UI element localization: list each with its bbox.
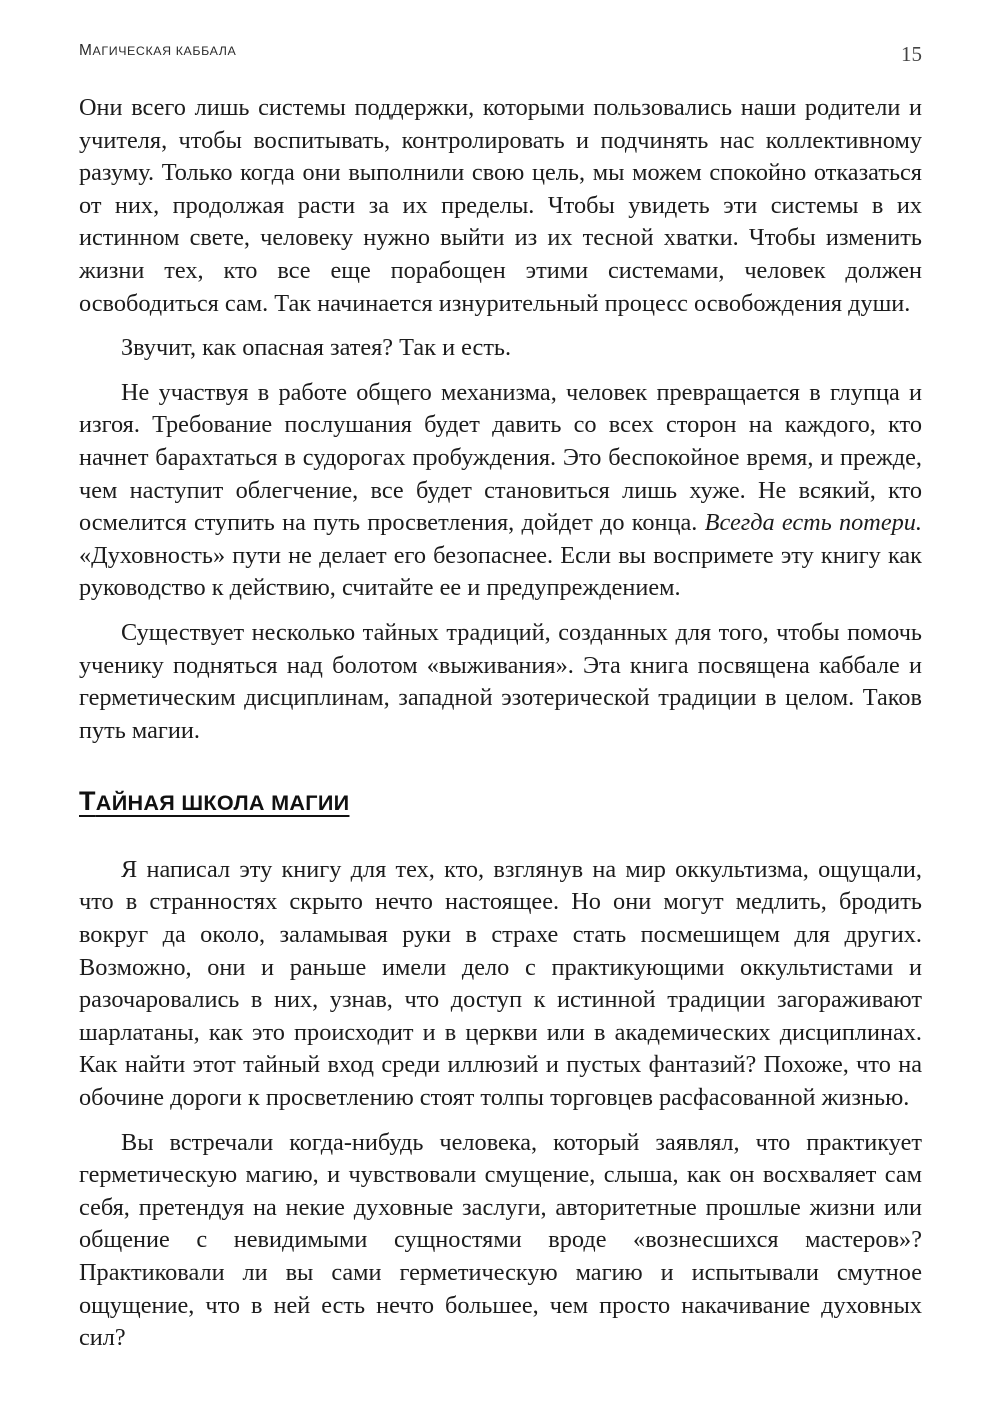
running-head-title: МАГИЧЕСКАЯ КАББАЛА: [79, 42, 237, 59]
page-number: 15: [901, 42, 922, 66]
paragraph-2: Звучит, как опасная затея? Так и есть.: [121, 334, 512, 362]
paragraph-4: Существует несколько тайных традиций, созданных для того, чтобы помочь ученику подняться над болотом «выживания». Эта книга посвящена каббале и герметическим дисциплинам, западной эзотерической традиции в целом. Таков путь магии.: [79, 618, 922, 744]
paragraph-3-text-b: «Духовность» пути не делает его безопаснее. Если вы воспримете эту книгу как руководство к действию, считайте ее и предупреждением.: [79, 541, 922, 602]
paragraph-3: [79, 377, 922, 605]
page-body: [79, 92, 922, 1367]
section-paragraph-2: Вы встречали когда-нибудь человека, который заявлял, что практикует герметическую магию, и чувствовали смущение, слыша, как он восхваляет сам себя, претендуя на некие духовные заслуги, авторитетные прошлые жизни или общение с невидимыми сущностями вроде «вознесшихся мастеров»? Практиковали ли вы сами герметическую магию и испытывали смутное ощущение, что в ней есть нечто большее, чем просто накачивание духовных сил?: [79, 1128, 922, 1352]
paragraph-1: Они всего лишь системы поддержки, которыми пользовались наши родители и учителя, чтобы воспитывать, контролировать и подчинять нас коллективному разуму. Только когда они выполнили свою цель, мы можем спокойно отказаться от них, продолжая расти за их пределы. Чтобы увидеть эти системы в их истинном свете, человеку нужно выйти из их тесной хватки. Чтобы изменить жизни тех, кто все еще порабощен этими системами, человек должен освободиться сам. Так начинается изнурительный процесс освобождения души.: [79, 94, 922, 317]
section-heading: ТАЙНАЯ ШКОЛА МАГИИ: [79, 786, 350, 817]
paragraph-3-text-a: Не участвуя в работе общего механизма, человек превращается в глупца и изгоя. Требование послушания будет давить со всех сторон на каждого, кто начнет барахтаться в судорогах пробуждения. Это беспокойное время, и прежде, чем наступит облегчение, все будет становиться лишь хуже. Не всякий, кто осмелится ступить на путь просветления, дойдет до конца.: [79, 378, 922, 537]
paragraph-3-italic: Всегда есть потери.: [704, 509, 922, 537]
section-paragraph-1: Я написал эту книгу для тех, кто, взглянув на мир оккультизма, ощущали, что в странностях скрыто нечто настоящее. Но они могут медлить, бродить вокруг да около, заламывая руки в страхе стать посмешищем для других. Возможно, они и раньше имели дело с практикующими оккультистами и разочаровались в них, узнав, что доступ к истинной традиции загораживают шарлатаны, как это происходит и в церкви или в академических дисциплинах. Как найти этот тайный вход среди иллюзий и пустых фантазий? Похоже, что на обочине дороги к просветлению стоят толпы торговцев расфасованной жизнью.: [79, 855, 922, 1112]
